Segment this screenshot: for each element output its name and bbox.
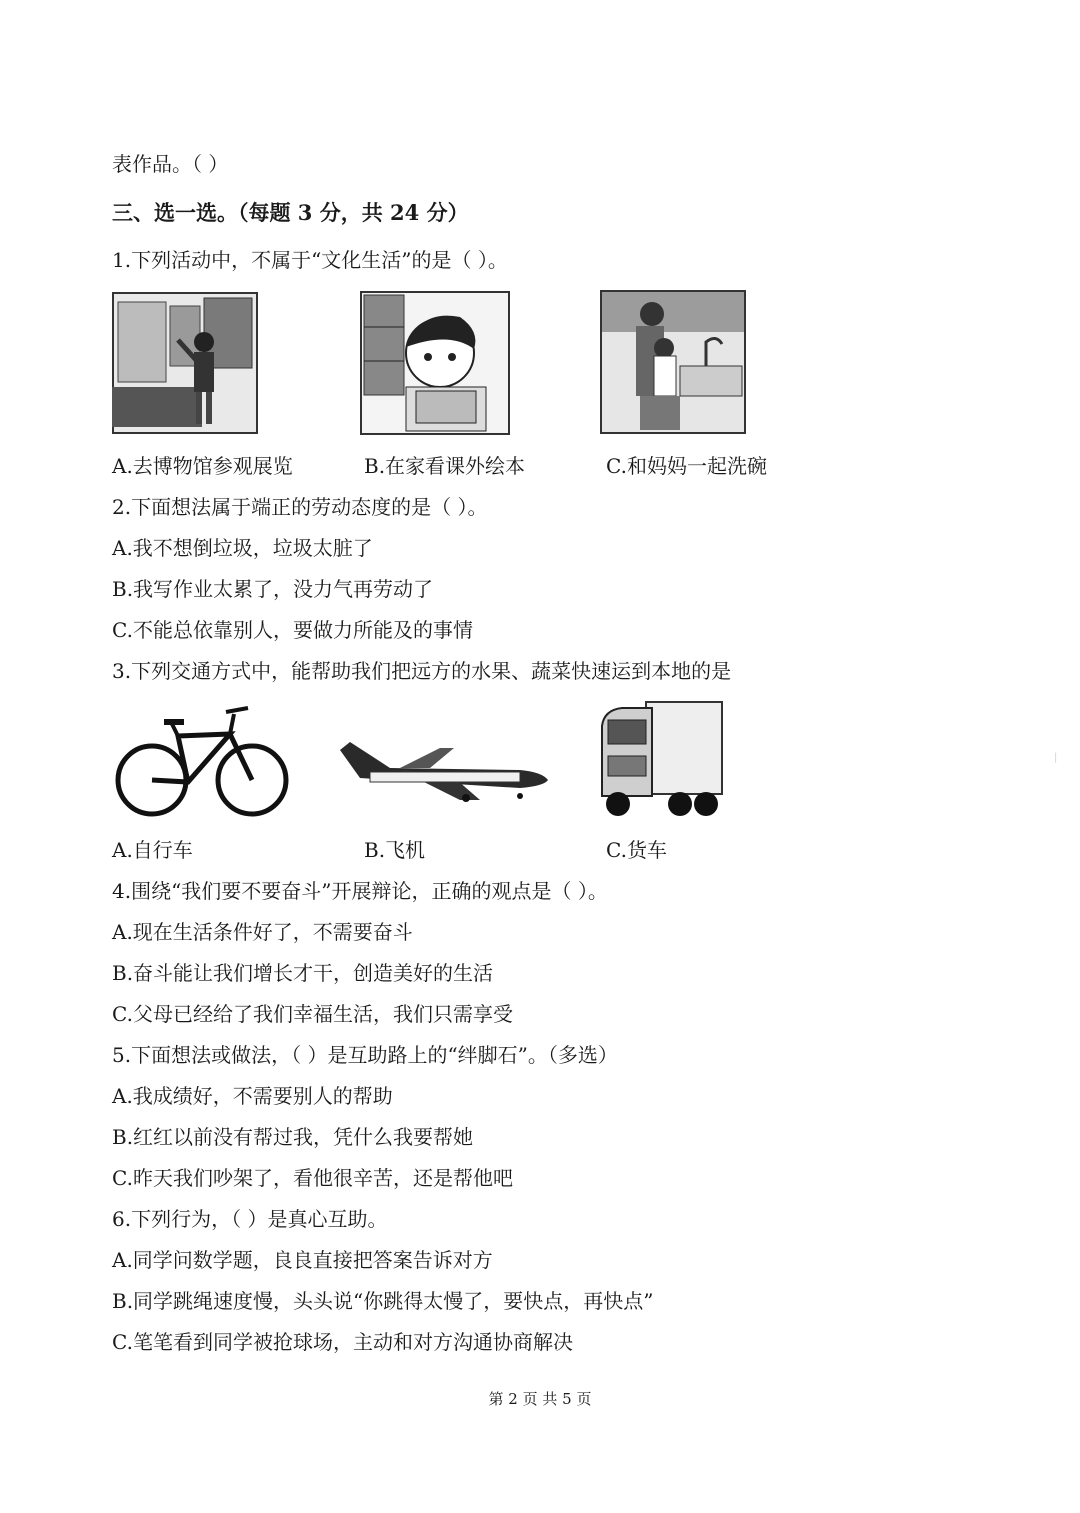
truck-picture (596, 696, 724, 820)
question-3-option-b: B.飞机 (364, 838, 426, 862)
question-5-option-b: B.红红以前没有帮过我，凭什么我要帮她 (112, 1125, 474, 1149)
question-6: 6.下列行为，（ ）是真心互助。 (112, 1207, 388, 1231)
question-1-option-c: C.和妈妈一起洗碗 (606, 454, 767, 478)
question-6-option-c: C.笔笔看到同学被抢球场，主动和对方沟通协商解决 (112, 1330, 573, 1354)
question-1: 1.下列活动中，不属于“文化生活”的是（ ）。 (112, 248, 508, 272)
washing-dishes-picture (600, 290, 746, 434)
question-6-option-b: B.同学跳绳速度慢，头头说“你跳得太慢了，要快点，再快点” (112, 1289, 654, 1313)
question-2-option-c: C.不能总依靠别人，要做力所能及的事情 (112, 618, 473, 642)
airplane-picture (330, 740, 552, 806)
question-1-option-a: A.去博物馆参观展览 (112, 454, 293, 478)
page-footer: 第 2 页 共 5 页 (488, 1390, 592, 1408)
museum-visit-picture (112, 292, 258, 434)
margin-mark: | (1054, 752, 1058, 763)
bicycle-picture (112, 700, 290, 824)
question-2: 2.下面想法属于端正的劳动态度的是（ ）。 (112, 495, 488, 519)
question-3-option-a: A.自行车 (112, 838, 193, 862)
reading-book-picture (360, 291, 510, 435)
question-4-option-a: A.现在生活条件好了，不需要奋斗 (112, 920, 413, 944)
question-3: 3.下列交通方式中，能帮助我们把远方的水果、蔬菜快速运到本地的是 (112, 659, 732, 683)
question-5: 5.下面想法或做法，（ ）是互助路上的“绊脚石”。（多选） (112, 1043, 618, 1067)
question-5-option-c: C.昨天我们吵架了，看他很辛苦，还是帮他吧 (112, 1166, 513, 1190)
question-4: 4.围绕“我们要不要奋斗”开展辩论，正确的观点是（ ）。 (112, 879, 608, 903)
question-3-option-c: C.货车 (606, 838, 667, 862)
question-1-option-b: B.在家看课外绘本 (364, 454, 526, 478)
question-5-option-a: A.我成绩好，不需要别人的帮助 (112, 1084, 393, 1108)
section-heading: 三、选一选。（每题 3 分，共 24 分） (112, 200, 469, 225)
question-6-option-a: A.同学问数学题，良良直接把答案告诉对方 (112, 1248, 493, 1272)
question-4-option-c: C.父母已经给了我们幸福生活，我们只需享受 (112, 1002, 513, 1026)
carry-over-text: 表作品。（ ） (112, 152, 229, 176)
question-2-option-b: B.我写作业太累了，没力气再劳动了 (112, 577, 434, 601)
question-2-option-a: A.我不想倒垃圾，垃圾太脏了 (112, 536, 373, 560)
question-4-option-b: B.奋斗能让我们增长才干，创造美好的生活 (112, 961, 494, 985)
